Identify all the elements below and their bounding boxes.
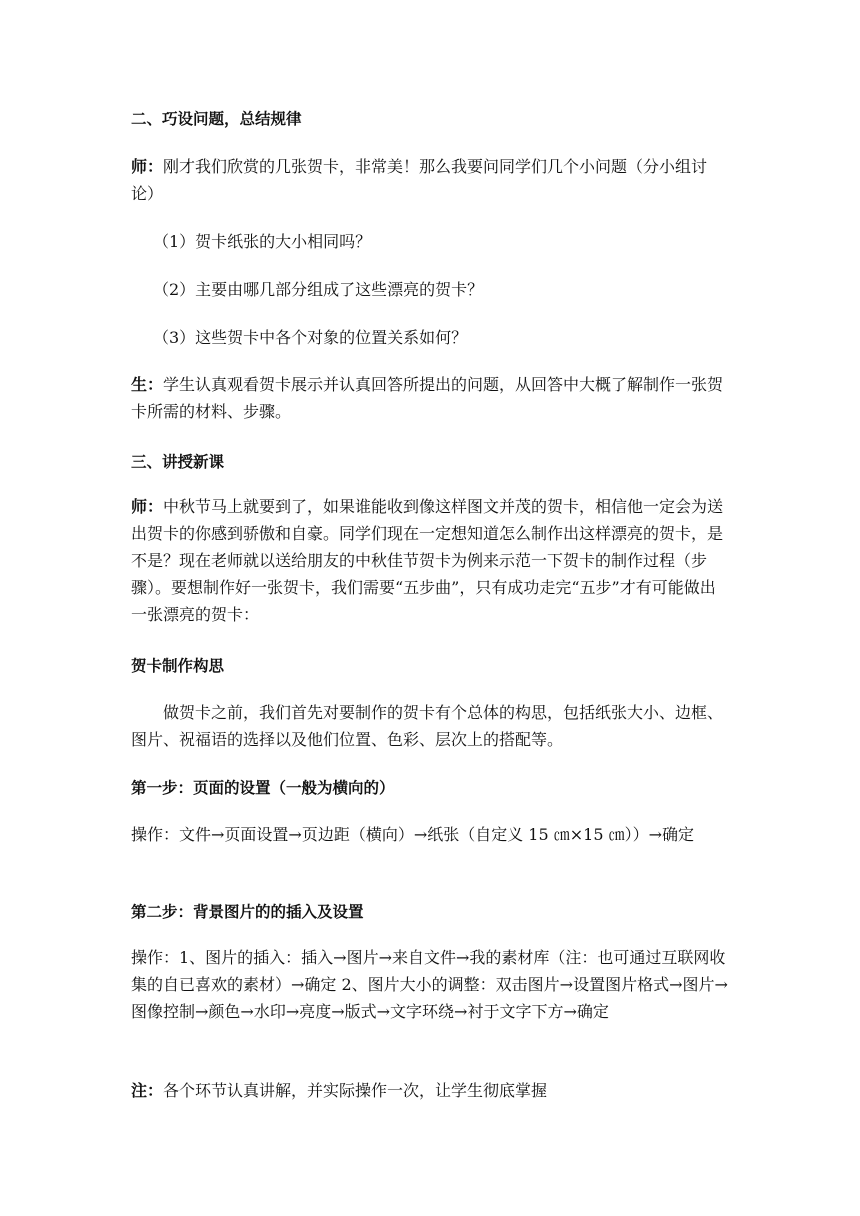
step1-heading: 第一步：页面的设置（一般为横向的） — [131, 779, 395, 797]
question-2: （2）主要由哪几部分组成了这些漂亮的贺卡？ — [153, 280, 484, 299]
student-label: 生： — [131, 375, 164, 394]
teacher-label: 师： — [131, 157, 164, 176]
step1-paragraph: 操作：文件→页面设置→页边距（横向）→纸张（自定义 15 ㎝×15 ㎝））→确定 — [131, 825, 695, 844]
concept-heading: 贺卡制作构思 — [131, 657, 225, 675]
question-3: （3）这些贺卡中各个对象的位置关系如何？ — [153, 328, 468, 347]
student-text: 学生认真观看贺卡展示并认真回答所提出的问题，从回答中大概了解制作一张贺卡所需的材料、步骤。 — [131, 375, 724, 421]
student-paragraph — [131, 371, 731, 425]
teacher-paragraph-1 — [131, 153, 731, 207]
teacher-text: 刚才我们欣赏的几张贺卡，非常美！那么我要问同学们几个小问题（分小组讨论） — [131, 157, 708, 203]
note-paragraph — [131, 1077, 731, 1104]
concept-paragraph: 做贺卡之前，我们首先对要制作的贺卡有个总体的构思，包括纸张大小、边框、图片、祝福语的选择以及他们位置、色彩、层次上的搭配等。 — [131, 703, 724, 749]
teacher-text: 中秋节马上就要到了，如果谁能收到像这样图文并茂的贺卡，相信他一定会为送出贺卡的你感到骄傲和自豪。同学们现在一定想知道怎么制作出这样漂亮的贺卡，是不是？现在老师就以送给朋友的中秋佳节贺卡为例来示范一下贺卡的制作过程（步骤）。要想制作好一张贺卡，我们需要“五步曲”，只有成功走完“五步”才有可能做出一张漂亮的贺卡： — [131, 497, 724, 624]
step2-paragraph: 操作：1、图片的插入：插入→图片→来自文件→我的素材库（注：也可通过互联网收集的自已喜欢的素材）→确定 2、图片大小的调整：双击图片→设置图片格式→图片→图像控制→颜色→水印→亮度→版式→文字环绕→衬于文字下方→确定 — [131, 948, 728, 1021]
note-label: 注： — [131, 1081, 164, 1100]
section-heading-2: 二、巧设问题，总结规律 — [131, 110, 302, 128]
step2-heading: 第二步：背景图片的的插入及设置 — [131, 903, 364, 921]
note-text: 各个环节认真讲解，并实际操作一次，让学生彻底掌握 — [163, 1081, 548, 1100]
question-1: （1）贺卡纸张的大小相同吗？ — [153, 232, 372, 251]
teacher-paragraph-2 — [131, 493, 731, 628]
teacher-label: 师： — [131, 497, 164, 516]
section-heading-3: 三、讲授新课 — [131, 453, 225, 471]
